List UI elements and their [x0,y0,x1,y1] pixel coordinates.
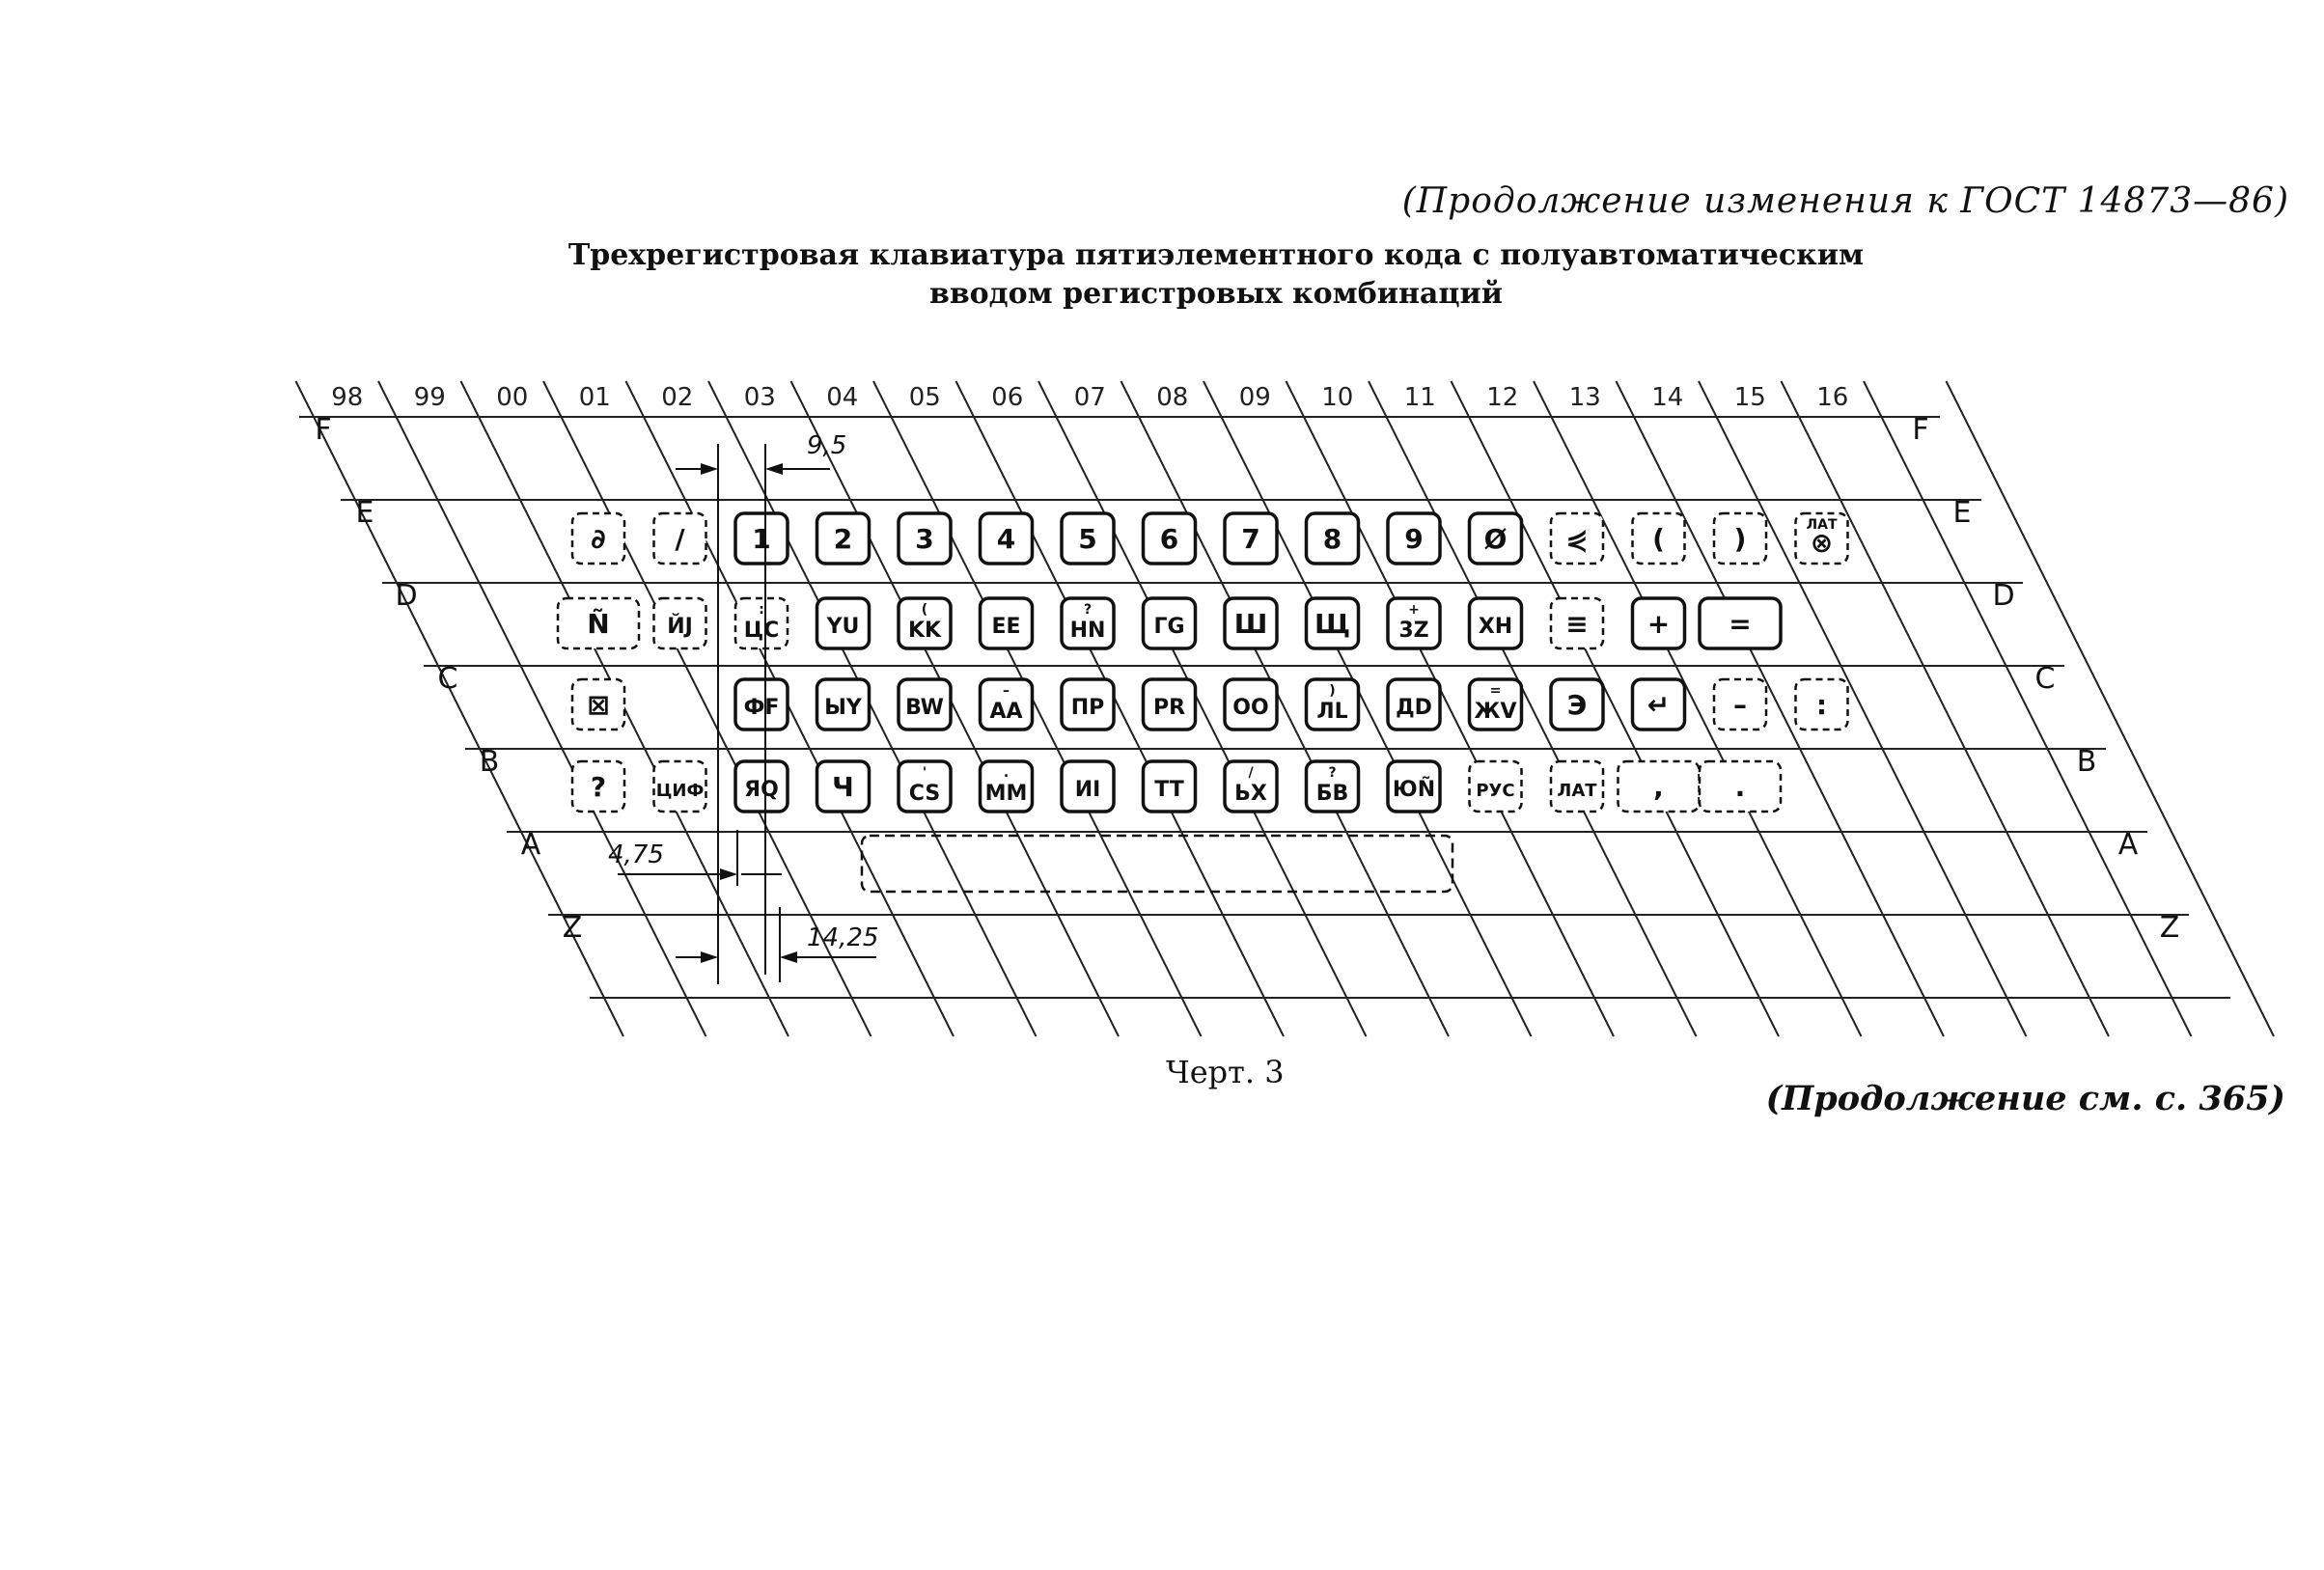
key-label: ГG [1153,615,1185,639]
key-E-05 [899,513,951,564]
key-label: ЮÑ [1392,778,1436,802]
key-B-11 [1388,761,1440,812]
key-B-03 [735,761,788,812]
key-E-09 [1225,513,1277,564]
key-B-09 [1225,761,1277,812]
key-label: 8 [1322,523,1342,555]
key-B-08 [1144,761,1196,812]
key-E-08 [1144,513,1196,564]
key-label: CS [908,782,941,806]
key-label: ПP [1070,696,1105,720]
column-label: 12 [1486,383,1519,412]
key-label: ЖV [1474,700,1517,724]
key-E-03 [735,513,788,564]
grid-column-line [378,381,706,1036]
key-D-14 [1633,598,1685,648]
dimension-label-two-row-offset: 14,25 [807,923,879,952]
key-B-14 [1618,761,1700,812]
key-label: Э [1566,689,1588,721]
key-label: TT [1154,778,1184,802]
row-label-right: D [1992,579,2015,613]
key-upper-symbol: – [1003,683,1010,699]
column-label: 11 [1403,383,1436,412]
dimension-arrowhead [765,463,783,475]
key-label: Ш [1233,608,1268,640]
key-upper-symbol: . [1003,765,1010,781]
key-E-02 [654,513,706,564]
column-label: 07 [1073,383,1106,412]
key-label: ∂ [591,523,606,555]
key-E-01 [572,513,624,564]
row-label-left: F [315,413,332,447]
key-label: , [1653,771,1664,803]
row-label-right: Z [2159,911,2180,945]
key-D-09 [1225,598,1277,648]
key-label: Ñ [587,608,610,640]
key-B-13 [1551,761,1603,812]
key-C-09 [1225,679,1277,730]
dimension-label-pitch: 9,5 [807,431,847,460]
key-label: 2 [833,523,853,555]
key-label: БB [1315,782,1349,806]
key-B-07 [1062,761,1114,812]
key-label: ЦИФ [655,781,705,801]
column-label: 02 [661,383,694,412]
key-label: YU [826,615,860,639]
key-E-15 [1714,513,1766,564]
key-label: ? [590,771,607,803]
key-upper-symbol: ( [921,602,928,618]
row-label-right: F [1912,413,1929,447]
key-label: 7 [1241,523,1260,555]
row-label-left: B [479,745,500,779]
column-label: 04 [826,383,859,412]
key-B-02 [654,761,706,812]
key-upper-symbol: = [1489,683,1502,699]
key-D-13 [1551,598,1603,648]
key-C-08 [1144,679,1196,730]
key-label: ⊠ [587,689,610,721]
key-label: ФF [743,696,780,720]
key-C-05 [899,679,951,730]
grid-column-line [1864,381,2192,1036]
key-label: PR [1152,696,1186,720]
key-label: ИI [1074,778,1101,802]
key-label: HN [1069,619,1106,643]
continuation-footer: (Продолжение см. с. 365) [1765,1079,2285,1118]
row-label-left: D [395,579,418,613]
key-label: ⋞ [1565,523,1589,555]
row-label-right: E [1952,496,1972,530]
key-E-10 [1307,513,1359,564]
column-label: 13 [1568,383,1601,412]
key-C-07 [1062,679,1114,730]
key-label: + [1646,608,1671,640]
key-B-01 [572,761,624,812]
key-label: ДD [1396,696,1432,720]
key-label: 5 [1078,523,1097,555]
key-B-12 [1470,761,1522,812]
key-label: ) [1733,523,1747,555]
key-label: ↵ [1646,689,1671,721]
key-label: 3Z [1398,619,1429,643]
column-label: 10 [1321,383,1354,412]
key-upper-symbol: / [1248,765,1254,781]
column-label: 99 [413,383,446,412]
figure-caption: Черт. 3 [1166,1054,1285,1090]
column-label: 09 [1238,383,1271,412]
dimension-arrowhead [701,951,718,963]
key-C-12 [1470,679,1522,730]
key-upper-symbol: ЛАТ [1806,517,1838,533]
key-D-04 [817,598,870,648]
key-label: . [1734,771,1746,803]
key-label: EE [991,615,1021,639]
key-label: Щ [1314,608,1351,640]
column-label: 16 [1816,383,1849,412]
key-upper-symbol: + [1408,602,1420,618]
key-label: ЦС [743,619,780,643]
key-E-14 [1633,513,1685,564]
key-label: Ч [832,771,854,803]
column-label: 03 [743,383,776,412]
key-E-16 [1796,513,1848,564]
key-label: ≡ [1565,608,1589,640]
key-C-15 [1714,679,1766,730]
key-label: ЯQ [744,778,779,802]
row-label-left: Z [562,911,583,945]
key-C-10 [1307,679,1359,730]
row-label-left: E [355,496,374,530]
key-label: = [1729,608,1752,640]
row-label-right: A [2117,828,2139,862]
key-label: – [1733,689,1747,721]
key-E-04 [817,513,870,564]
column-label: 06 [991,383,1024,412]
row-label-right: C [2034,662,2056,696]
key-label: BW [905,696,944,720]
keys-layer [558,513,1848,892]
column-label: 14 [1651,383,1684,412]
key-D-05 [899,598,951,648]
key-B-04 [817,761,870,812]
key-D-11 [1388,598,1440,648]
key-B-10 [1307,761,1359,812]
key-E-07 [1062,513,1114,564]
key-label: ( [1652,523,1665,555]
key-label: KK [907,619,942,643]
key-label: 9 [1404,523,1424,555]
column-label: 98 [331,383,364,412]
key-D-02 [654,598,706,648]
grid-column-line [1947,381,2275,1036]
key-E-11 [1388,513,1440,564]
dimension-arrowhead [701,463,718,475]
key-B-06 [981,761,1033,812]
key-C-13 [1551,679,1603,730]
column-label: 08 [1156,383,1189,412]
key-label: РУС [1476,781,1515,801]
title-line-2: вводом регистровых комбинаций [928,277,1504,311]
key-upper-symbol: ' [922,765,927,781]
key-D-07 [1062,598,1114,648]
key-upper-symbol: ? [1083,602,1093,618]
key-label: ЛАТ [1557,781,1597,801]
key-label: 1 [752,523,771,555]
key-label: ЫY [824,696,862,720]
key-C-16 [1796,679,1848,730]
key-C-11 [1388,679,1440,730]
key-C-03 [735,679,788,730]
key-label: OO [1232,696,1269,720]
column-label: 00 [496,383,529,412]
key-E-12 [1470,513,1522,564]
key-D-12 [1470,598,1522,648]
key-label: ⊗ [1810,527,1834,559]
key-label: MM [984,782,1028,806]
key-E-06 [981,513,1033,564]
title-line-1: Трехрегистровая клавиатура пятиэлементного кода с полуавтоматическим [567,238,1865,272]
key-label: 6 [1159,523,1179,555]
key-D-10 [1307,598,1359,648]
key-D-01 [558,598,639,648]
key-label: Ø [1483,523,1508,555]
key-label: / [675,523,685,555]
key-C-01 [572,679,624,730]
row-label-right: B [2076,745,2097,779]
key-label: XH [1478,615,1513,639]
key-label: 4 [996,523,1016,555]
key-label: ЙJ [667,615,693,639]
key-B-05 [899,761,951,812]
key-D-08 [1144,598,1196,648]
key-label: : [1815,689,1828,721]
key-C-06 [981,679,1033,730]
key-D-06 [981,598,1033,648]
row-label-left: C [437,662,458,696]
key-upper-symbol: ) [1329,683,1336,699]
key-label: AA [989,700,1023,724]
key-E-13 [1551,513,1603,564]
dimension-arrowhead [780,951,797,963]
key-label: 3 [915,523,934,555]
key-C-14 [1633,679,1685,730]
key-C-04 [817,679,870,730]
continuation-header: (Продолжение изменения к ГОСТ 14873—86) [1401,181,2289,221]
key-label: ЛL [1316,700,1348,724]
key-B-15 [1700,761,1781,812]
dimension-arrowhead [720,868,737,880]
key-label: ЬX [1234,782,1267,806]
key-upper-symbol: ? [1328,765,1337,781]
key-upper-symbol: : [759,602,764,618]
key-D-03 [735,598,788,648]
key-D-15 [1700,598,1781,648]
dimension-label-row-offset: 4,75 [608,840,664,869]
column-label: 05 [908,383,941,412]
column-label: 01 [578,383,611,412]
row-label-left: A [520,828,541,862]
column-label: 15 [1733,383,1766,412]
